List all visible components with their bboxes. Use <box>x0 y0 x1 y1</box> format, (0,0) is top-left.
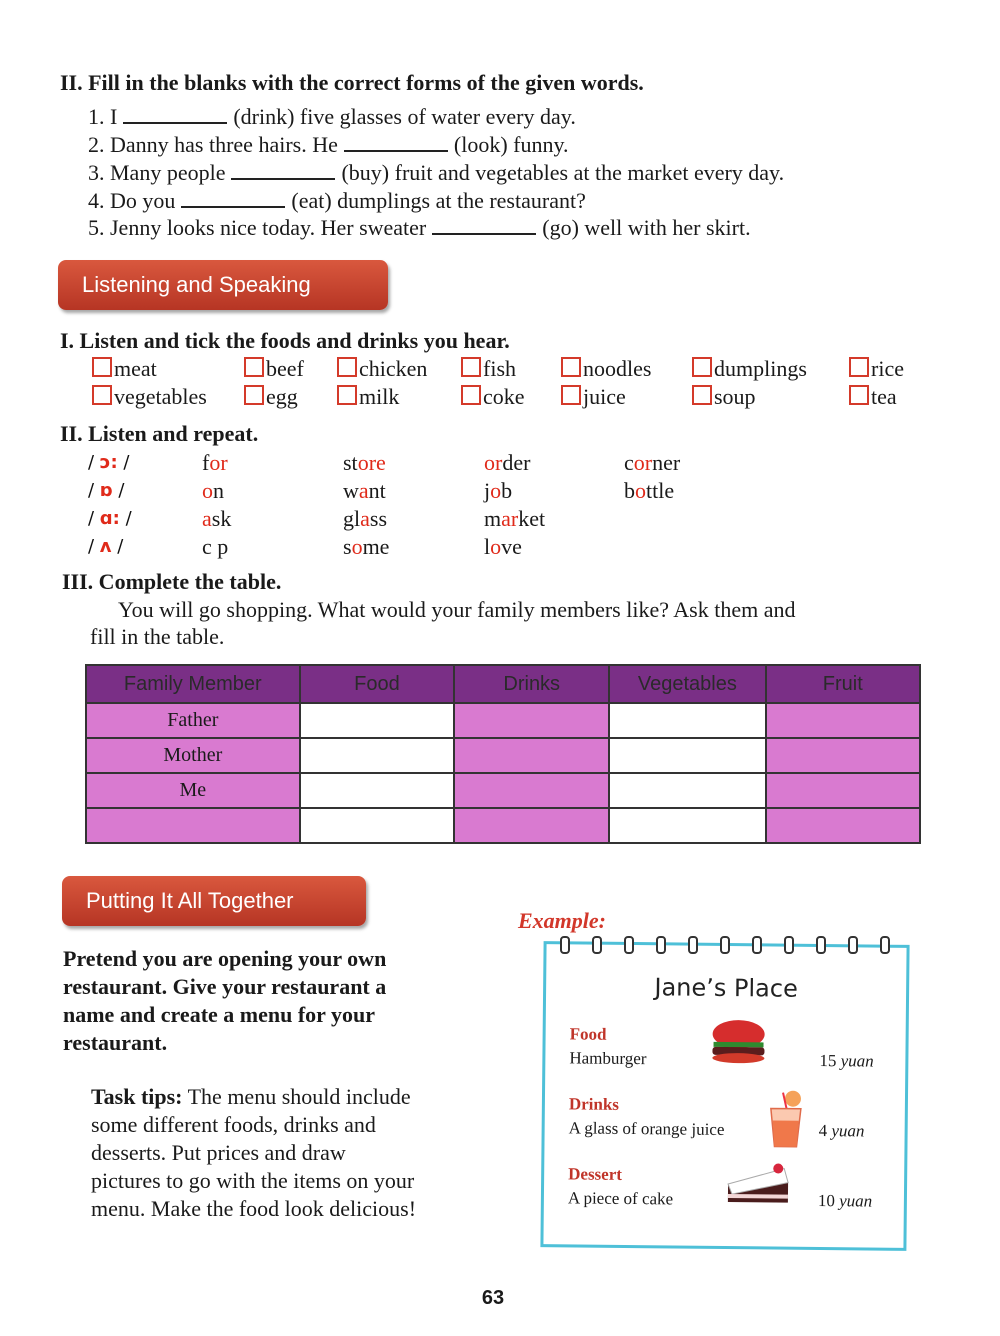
phonetic-word <box>202 478 224 504</box>
phonetic-word <box>343 478 386 504</box>
word-part: ner <box>652 450 681 475</box>
checkbox[interactable] <box>561 385 581 405</box>
tick-option[interactable] <box>92 356 157 382</box>
checkbox[interactable] <box>337 357 357 377</box>
tips-text: menu. Make the food look delicious! <box>91 1196 417 1221</box>
symbol-text: ɑ: <box>99 508 120 529</box>
hamburger-icon <box>707 1018 770 1070</box>
tick-option[interactable] <box>337 384 399 410</box>
phonetic-word <box>343 450 386 476</box>
item-text: (buy) fruit and vegetables at the market every day. <box>341 160 785 185</box>
word-part: n <box>213 478 224 503</box>
ring-icon <box>720 936 730 954</box>
table-cell[interactable] <box>766 808 921 843</box>
word-part: or <box>633 450 653 475</box>
table-cell[interactable] <box>766 738 921 773</box>
tick-option[interactable] <box>92 384 207 410</box>
word-part: a <box>360 506 370 531</box>
table-header: Vegetables <box>609 665 765 703</box>
word-part: l <box>484 534 491 559</box>
row-label[interactable] <box>86 808 300 843</box>
phonetic-word <box>484 534 522 560</box>
tick-option[interactable] <box>244 356 304 382</box>
menu-category: Food <box>569 1024 607 1044</box>
checkbox[interactable] <box>461 357 481 377</box>
tick-option[interactable] <box>461 384 525 410</box>
word-part: ss <box>369 506 388 531</box>
word-part: o <box>635 478 646 503</box>
tick-option[interactable] <box>244 384 298 410</box>
row-label: Father <box>86 703 300 738</box>
table-row <box>86 773 920 808</box>
word-part: ar <box>501 506 519 531</box>
table-header-row <box>86 665 920 703</box>
task-line: Pretend you are opening your own <box>63 946 387 971</box>
word-part: ttle <box>646 478 675 503</box>
table-task-intro-2: fill in the table. <box>90 624 225 649</box>
checkbox[interactable] <box>692 385 712 405</box>
table-task-title: III. Complete the table. <box>62 569 282 594</box>
listen-repeat-title: II. Listen and repeat. <box>60 421 259 446</box>
menu-category: Dessert <box>568 1164 623 1184</box>
phonetic-word <box>202 506 231 532</box>
word-part: der <box>502 450 531 475</box>
fill-blank-item <box>88 160 784 186</box>
word-part: or <box>484 450 503 475</box>
option-label: vegetables <box>114 384 207 409</box>
table-cell[interactable] <box>300 738 455 773</box>
item-text: 3. Many people <box>88 160 226 185</box>
cake-icon <box>722 1158 795 1216</box>
item-text: 2. Danny has three hairs. He <box>88 132 338 157</box>
tick-option[interactable] <box>692 356 807 382</box>
table-cell[interactable] <box>609 773 765 808</box>
menu-title: Jane’s Place <box>654 973 798 1003</box>
ring-icon <box>560 936 570 954</box>
table-row <box>86 738 920 773</box>
item-text: (drink) five glasses of water every day. <box>233 104 576 129</box>
row-label: Mother <box>86 738 300 773</box>
phonetic-word <box>484 450 530 476</box>
phonetic-symbol: / ɔ: / <box>88 452 130 473</box>
tick-option[interactable] <box>561 384 626 410</box>
phonetic-word <box>202 534 228 560</box>
item-text: (go) well with her skirt. <box>542 215 751 240</box>
phonetic-word <box>624 450 680 476</box>
ring-icon <box>784 936 794 954</box>
tips-line <box>91 1112 376 1138</box>
ring-icon <box>688 936 698 954</box>
blank-field[interactable] <box>344 134 448 152</box>
word-part: st <box>343 450 358 475</box>
task-line: restaurant. Give your restaurant a <box>63 974 387 999</box>
tips-line <box>91 1196 416 1222</box>
phonetic-word <box>624 478 674 504</box>
table-cell[interactable] <box>609 738 765 773</box>
item-text: 1. I <box>88 104 118 129</box>
phonetic-symbol: / ɒ / <box>88 480 125 501</box>
ring-icon <box>880 936 890 954</box>
fill-blank-item <box>88 104 576 130</box>
word-part: a <box>202 506 212 531</box>
item-text: (look) funny. <box>453 132 569 157</box>
phonetic-word <box>484 506 545 532</box>
symbol-text: ɒ <box>99 480 113 501</box>
option-label: tea <box>871 384 897 409</box>
tick-option[interactable] <box>849 356 904 382</box>
checkbox[interactable] <box>561 357 581 377</box>
table-cell[interactable] <box>766 703 921 738</box>
tips-label: Task tips: <box>91 1084 183 1109</box>
section-banner-listening: Listening and Speaking <box>58 260 388 310</box>
word-part: s <box>343 534 352 559</box>
phonetic-word <box>343 506 387 532</box>
item-text: 5. Jenny looks nice today. Her sweater <box>88 215 427 240</box>
word-part: ve <box>501 534 522 559</box>
table-cell[interactable] <box>300 703 455 738</box>
checkbox[interactable] <box>92 357 112 377</box>
blank-field[interactable] <box>231 162 335 180</box>
table-cell[interactable] <box>454 808 609 843</box>
menu-price <box>818 1191 873 1212</box>
tips-text: pictures to go with the items on your <box>91 1168 415 1193</box>
ring-icon <box>656 936 666 954</box>
tips-text: desserts. Put prices and draw <box>91 1140 346 1165</box>
tick-option[interactable] <box>461 356 516 382</box>
blank-field[interactable] <box>181 190 285 208</box>
word-part: j <box>484 478 491 503</box>
table-header: Food <box>300 665 455 703</box>
tips-line <box>91 1140 346 1166</box>
tips-text: some different foods, drinks and <box>91 1112 376 1137</box>
option-label: coke <box>483 384 525 409</box>
ring-icon <box>624 936 634 954</box>
symbol-text: ʌ <box>99 536 112 557</box>
blank-field[interactable] <box>123 106 227 124</box>
word-part: nt <box>368 478 386 503</box>
example-label: Example: <box>518 908 606 933</box>
phonetic-word <box>202 450 228 476</box>
ring-icon <box>592 936 602 954</box>
tick-option[interactable] <box>337 356 427 382</box>
word-part: c <box>624 450 634 475</box>
task-line: name and create a menu for your <box>63 1002 376 1027</box>
menu-item: A glass of orange juice <box>568 1118 725 1139</box>
checkbox[interactable] <box>461 385 481 405</box>
option-label: chicken <box>359 356 428 381</box>
item-text: 4. Do you <box>88 188 176 213</box>
option-label: soup <box>714 384 756 409</box>
word-part: b <box>624 478 635 503</box>
word-part: o <box>490 478 502 503</box>
word-part: c p <box>202 534 229 559</box>
fill-blank-item <box>88 188 586 214</box>
price-unit: yuan <box>831 1121 865 1141</box>
checkbox[interactable] <box>692 357 712 377</box>
option-label: fish <box>483 356 516 381</box>
tick-option[interactable] <box>692 384 756 410</box>
option-label: beef <box>266 356 304 381</box>
checkbox[interactable] <box>849 357 869 377</box>
table-header: Family Member <box>86 665 300 703</box>
option-label: dumplings <box>714 356 807 381</box>
row-label: Me <box>86 773 300 808</box>
menu-item: Hamburger <box>569 1048 647 1069</box>
table-cell[interactable] <box>454 738 609 773</box>
tips-text: The menu should include <box>182 1084 411 1109</box>
table-task-intro: You will go shopping. What would your family members like? Ask them and <box>118 597 796 622</box>
ring-icon <box>816 936 826 954</box>
juice-icon <box>762 1088 809 1153</box>
word-part: o <box>490 534 502 559</box>
option-label: milk <box>359 384 400 409</box>
price-value: 10 <box>817 1190 836 1211</box>
table-cell[interactable] <box>766 773 921 808</box>
ring-icon <box>752 936 762 954</box>
ring-icon <box>848 936 858 954</box>
tips-line <box>91 1084 411 1110</box>
word-part: or <box>209 450 228 475</box>
word-part: o <box>202 478 213 503</box>
word-part: ore <box>357 450 386 475</box>
listen-tick-title: I. Listen and tick the foods and drinks you hear. <box>60 328 510 353</box>
word-part: f <box>202 450 210 475</box>
table-row <box>86 808 920 843</box>
checkbox[interactable] <box>92 385 112 405</box>
example-menu-card <box>540 941 909 1251</box>
family-table <box>85 664 921 844</box>
tick-option[interactable] <box>849 384 897 410</box>
price-unit: yuan <box>840 1051 874 1071</box>
price-value: 15 <box>819 1050 837 1071</box>
section-banner-together: Putting It All Together <box>62 876 366 926</box>
checkbox[interactable] <box>337 385 357 405</box>
menu-item: A piece of cake <box>567 1188 674 1209</box>
table-cell[interactable] <box>300 773 455 808</box>
fill-blank-item <box>88 132 569 158</box>
word-part: b <box>501 478 513 503</box>
menu-price <box>819 1051 874 1072</box>
blank-field[interactable] <box>432 217 536 235</box>
task-line: restaurant. <box>63 1030 168 1055</box>
symbol-text: ɔ: <box>99 452 118 473</box>
word-part: w <box>343 478 359 503</box>
phonetic-symbol: / ɑ: / <box>88 508 132 529</box>
word-part: m <box>484 506 502 531</box>
option-label: noodles <box>583 356 652 381</box>
menu-category: Drinks <box>568 1094 620 1114</box>
table-row <box>86 703 920 738</box>
table-header: Drinks <box>454 665 609 703</box>
phonetic-word <box>343 534 389 560</box>
tick-option[interactable] <box>561 356 651 382</box>
word-part: a <box>358 478 369 503</box>
tips-line <box>91 1168 414 1194</box>
option-label: juice <box>583 384 626 409</box>
table-cell[interactable] <box>454 773 609 808</box>
word-part: sk <box>211 506 232 531</box>
table-header: Fruit <box>766 665 921 703</box>
table-cell[interactable] <box>300 808 455 843</box>
word-part: o <box>351 534 363 559</box>
option-label: meat <box>114 356 157 381</box>
price-unit: yuan <box>839 1191 873 1211</box>
page-number: 63 <box>481 1287 505 1309</box>
table-cell[interactable] <box>609 808 765 843</box>
option-label: egg <box>266 384 298 409</box>
option-label: rice <box>871 356 904 381</box>
checkbox[interactable] <box>849 385 869 405</box>
fill-blank-item <box>88 215 751 241</box>
phonetic-word <box>484 478 512 504</box>
table-cell[interactable] <box>454 703 609 738</box>
checkbox[interactable] <box>244 385 264 405</box>
price-value: 4 <box>818 1120 828 1141</box>
word-part: gl <box>343 506 361 531</box>
item-text: (eat) dumplings at the restaurant? <box>291 188 586 213</box>
word-part: me <box>362 534 390 559</box>
phonetic-symbol: / ʌ / <box>88 536 124 557</box>
word-part: ket <box>518 506 546 531</box>
checkbox[interactable] <box>244 357 264 377</box>
table-cell[interactable] <box>609 703 765 738</box>
menu-price <box>819 1121 865 1141</box>
exercise-title: II. Fill in the blanks with the correct forms of the given words. <box>60 70 644 95</box>
